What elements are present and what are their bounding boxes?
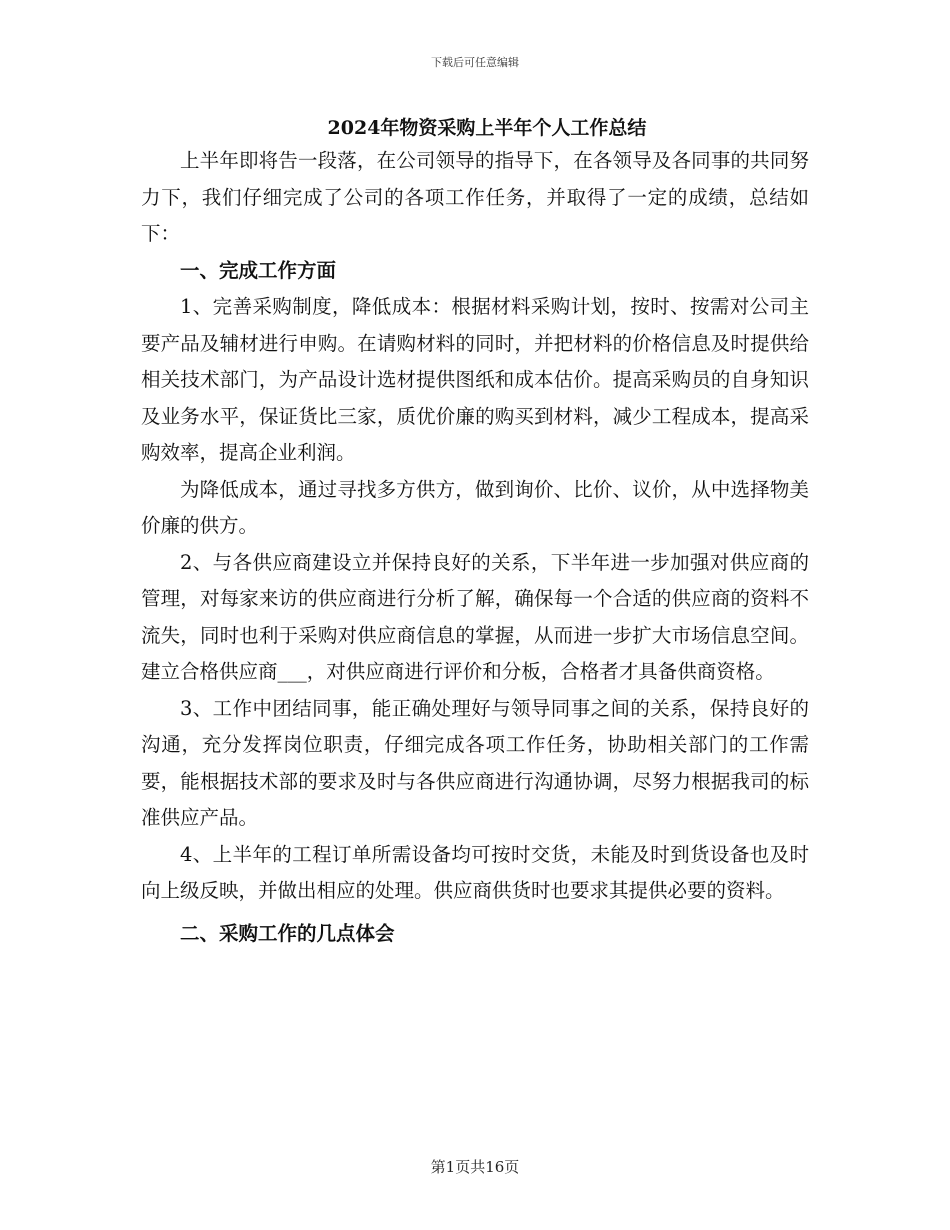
header-note: 下载后可任意编辑 — [431, 56, 519, 69]
section-heading-2: 二、采购工作的几点体会 — [180, 921, 395, 945]
document-title: 2024年物资采购上半年个人工作总结 — [327, 117, 647, 139]
paragraph-5: 4、上半年的工程订单所需设备均可按时交货，未能及时到货设备也及时向上级反映，并做出相应的处理。供应商供货时也要求其提供必要的资料。 — [141, 842, 809, 902]
paragraph-1: 1、完善采购制度，降低成本：根据材料采购计划，按时、按需对公司主要产品及辅材进行申购。在请购材料的同时，并把材料的价格信息及时提供给相关技术部门，为产品设计选材提供图纸和成本估价。提高采购员的自身知识及业务水平，保证货比三家，质优价廉的购买到材料，减少工程成本，提高采购效率，提高企业利润。 — [141, 295, 809, 464]
paragraph-3: 2、与各供应商建设立并保持良好的关系，下半年进一步加强对供应商的管理，对每家来访的供应商进行分析了解，确保每一个合适的供应商的资料不流失，同时也利于采购对供应商信息的掌握，从而进一步扩大市场信息空间。建立合格供应商___，对供应商进行评价和分板，合格者才具备供商资格。 — [141, 550, 809, 683]
page-footer: 第1页共16页 — [430, 1158, 520, 1176]
paragraph-4: 3、工作中团结同事，能正确处理好与领导同事之间的关系，保持良好的沟通，充分发挥岗位职责，仔细完成各项工作任务，协助相关部门的工作需要，能根据技术部的要求及时与各供应商进行沟通协调，尽努力根据我司的标准供应产品。 — [141, 696, 809, 829]
document-body — [141, 113, 809, 952]
paragraph-2: 为降低成本，通过寻找多方供方，做到询价、比价、议价，从中选择物美价廉的供方。 — [141, 477, 809, 537]
section-heading-1: 一、完成工作方面 — [180, 258, 337, 282]
intro-paragraph: 上半年即将告一段落，在公司领导的指导下，在各领导及各同事的共同努力下，我们仔细完成了公司的各项工作任务，并取得了一定的成绩，总结如下： — [141, 149, 809, 245]
